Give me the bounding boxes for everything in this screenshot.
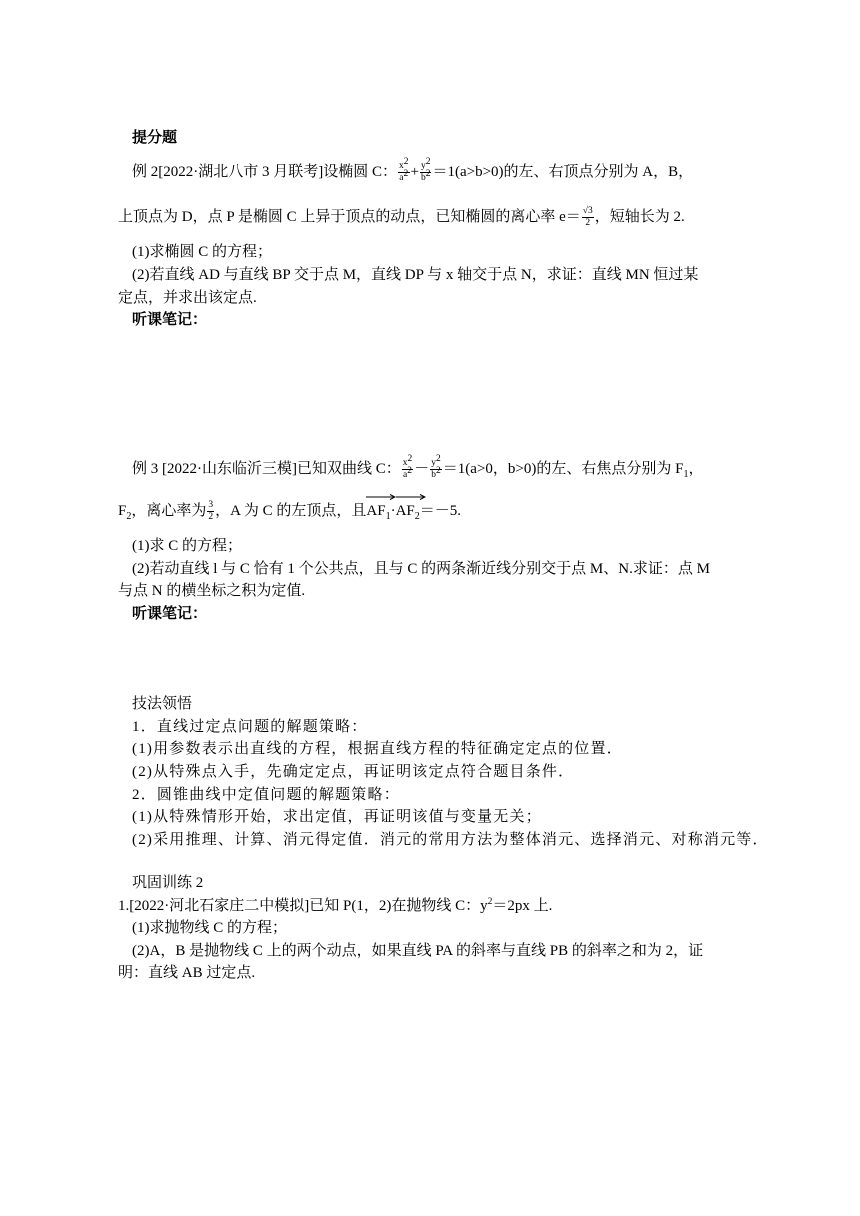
fraction-y2-over-b2-hyperbola: $\frac{y2}{b2}$ <box>431 453 441 480</box>
example2-suffix: ＝1(a>b>0)的左、右顶点分别为 A，B， <box>432 163 694 180</box>
vector-arrow-icon <box>396 494 426 500</box>
practice-question2-line2: 明：直线 AB 过定点. <box>118 965 256 981</box>
example2-prefix: 例 2[2022·湖北八市 3 月联考]设椭圆 C： <box>132 163 397 180</box>
example2-line2 <box>118 206 685 229</box>
focus-f2-letter: F <box>118 502 127 519</box>
technique-item: 2．圆锥曲线中定值问题的解题策略： <box>132 787 400 803</box>
superscript-2: 2 <box>487 897 493 907</box>
subscript-1: 1 <box>683 468 689 480</box>
technique-item: (2)采用推理、计算、消元得定值．消元的常用方法为整体消元、选择消元、对称消元等． <box>132 832 769 848</box>
comma: ， <box>688 460 704 477</box>
dot-product-value: ＝－5. <box>419 502 462 519</box>
vector-af1: $AF_1$ <box>366 501 390 521</box>
techniques-title: 技法领悟 <box>132 696 193 712</box>
eccentricity-three-halves: $\frac{3}{2}$ <box>208 500 214 522</box>
left-vertex-text: ，A 为 C 的左顶点，且 <box>215 502 367 519</box>
practice-question1: (1)求抛物线 C 的方程； <box>132 920 287 936</box>
technique-item: 1．直线过定点问题的解题策略： <box>132 719 368 735</box>
practice-problem-end: ＝2px 上. <box>492 898 553 914</box>
notes-label-2: 听课笔记： <box>132 606 208 622</box>
minus-sign: － <box>414 460 430 477</box>
plus-sign: + <box>410 163 419 180</box>
section-heading: 提分题 <box>132 130 178 146</box>
example2-question1: (1)求椭圆 C 的方程； <box>132 244 272 260</box>
technique-item: (1)用参数表示出直线的方程，根据直线方程的特征确定定点的位置． <box>132 741 623 757</box>
example2-line2-text: 上顶点为 D，点 P 是椭圆 C 上异于顶点的动点，已知椭圆的离心率 e＝ <box>118 208 581 225</box>
example3-question2-line2: 与点 N 的横坐标之积为定值. <box>118 583 306 599</box>
example3-prefix: 例 3 [2022·山东临沂三模]已知双曲线 C： <box>132 460 401 477</box>
example3-line1 <box>132 453 704 481</box>
practice-line1 <box>118 896 552 916</box>
eccentricity-text: ，离心率为 <box>131 502 207 519</box>
example2-question2-line2: 定点，并求出该定点. <box>118 290 257 306</box>
vector-arrow-icon <box>366 494 396 500</box>
example3-suffix: ＝1(a>0，b>0)的左、右焦点分别为 F <box>442 460 684 477</box>
notes-label-1: 听课笔记： <box>132 312 208 328</box>
fraction-x2-over-a2-hyperbola: $\frac{x2}{a2}$ <box>402 453 413 480</box>
vector-af2: $AF_2$ <box>396 501 420 521</box>
example2-question2-line1: (2)若直线 AD 与直线 BP 交于点 M，直线 DP 与 x 轴交于点 N，求证：直线 MN 恒过某 <box>132 267 699 283</box>
practice-question2-line1: (2)A，B 是抛物线 C 上的两个动点，如果直线 PA 的斜率与直线 PB 的斜率之和为 2，证 <box>132 943 704 959</box>
practice-title: 巩固训练 2 <box>132 875 204 891</box>
example3-line2 <box>118 500 461 523</box>
example2-line2-end: ，短轴长为 2. <box>594 208 685 225</box>
eccentricity-fraction: $\frac{√3}{2}$ <box>582 206 593 228</box>
practice-problem-text: 1.[2022·河北石家庄二中模拟]已知 P(1，2)在抛物线 C：y <box>118 898 488 914</box>
fraction-x2-over-a2: $\frac{x2}{a2}$ <box>399 156 409 183</box>
example3-question2-line1: (2)若动直线 l 与 C 恰有 1 个公共点，且与 C 的两条渐近线分别交于点 M、N.求证：点 M <box>132 561 710 577</box>
example3-question1: (1)求 C 的方程； <box>132 538 242 554</box>
technique-item: (2)从特殊点入手，先确定定点，再证明该定点符合题目条件． <box>132 764 575 780</box>
example2-line1 <box>132 156 694 184</box>
fraction-y2-over-b2: $\frac{y2}{b2}$ <box>420 156 431 183</box>
technique-item: (1)从特殊情形开始，求出定值，再证明该值与变量无关； <box>132 809 542 825</box>
dot-product: · <box>390 502 396 519</box>
subscript-2: 2 <box>126 510 132 522</box>
